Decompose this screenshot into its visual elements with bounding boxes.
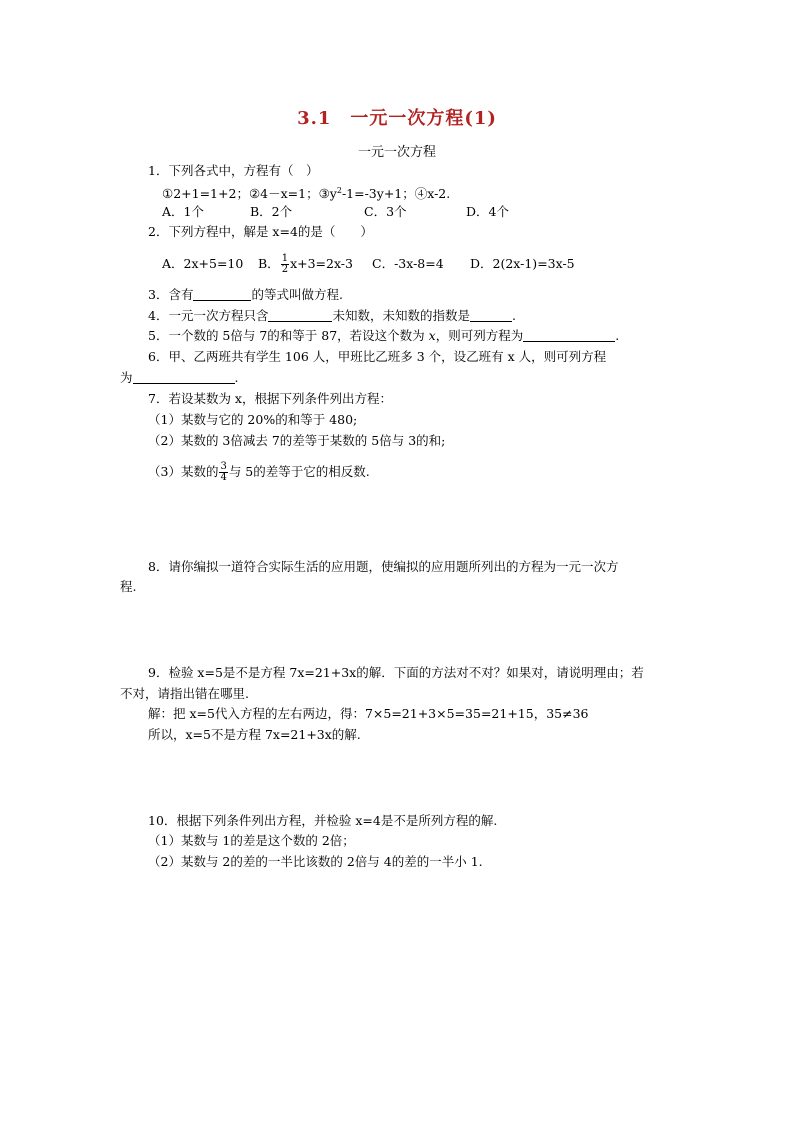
q5-before: 5．一个数的 5倍与 7的和等于 87，若设这个数为 — [148, 328, 429, 343]
q2-option-b-numerator: 1 — [281, 253, 289, 264]
q4-blank-2[interactable] — [470, 308, 512, 322]
q10-stem: 10．根据下列条件列出方程，并检验 x=4是不是所列方程的解. — [148, 813, 498, 828]
q2-option-b-denominator: 2 — [281, 264, 289, 275]
q9-solution-line1: 解：把 x=5代入方程的左右两边，得：7×5=21+3×5=35=21+15，35≠36 — [148, 706, 589, 721]
q3-after: 的等式叫做方程. — [251, 287, 343, 302]
q7-sub3-denominator: 4 — [220, 472, 227, 483]
q7-sub1: （1）某数与它的 20%的和等于 480; — [148, 412, 358, 427]
q5-after: ，则可列方程为 — [435, 328, 524, 343]
q1-option-d: D．4个 — [466, 204, 509, 219]
q6-line1: 6．甲、乙两班共有学生 106 人，甲班比乙班多 3 个，设乙班有 x 人，则可列方程 — [148, 349, 607, 364]
q9-solution-line2: 所以，x=5不是方程 7x=21+3x的解. — [148, 727, 361, 742]
q6-line2-after: . — [234, 370, 239, 385]
q3-blank[interactable] — [193, 287, 251, 301]
q2-option-b — [258, 246, 353, 282]
q7-sub3 — [148, 454, 370, 490]
q7-sub3-fraction — [219, 462, 227, 483]
q1-items-b: -1=-3y+1；④x-2. — [341, 186, 451, 202]
q10-sub1: （1）某数与 1的差是这个数的 2倍； — [148, 833, 355, 848]
page-title: 3.1 一元一次方程(1) — [297, 108, 497, 129]
q10-sub2: （2）某数与 2的差的一半比该数的 2倍与 4的差的一半小 1. — [148, 854, 483, 869]
q2-option-b-label: B． — [258, 256, 280, 271]
q6-line2-before: 为 — [120, 370, 133, 385]
q7-sub3-after: 与 5的差等于它的相反数. — [228, 464, 370, 479]
q9-line2: 不对，请指出错在哪里. — [120, 686, 249, 701]
q1-items — [162, 183, 450, 202]
q7-sub2: （2）某数的 3倍减去 7的差等于某数的 5倍与 3的和; — [148, 433, 446, 448]
q7-stem: 7．若设某数为 x，根据下列条件列出方程： — [148, 391, 392, 406]
q4-before: 4．一元一次方程只含 — [148, 308, 269, 323]
q7-sub3-before: （3）某数的 — [148, 464, 219, 479]
q2-stem: 2．下列方程中，解是 x=4的是（ ） — [148, 224, 373, 239]
q2-option-a: A．2x+5=10 — [162, 256, 244, 271]
q8-line2: 程. — [120, 579, 137, 594]
q4-blank-1[interactable] — [268, 308, 332, 322]
q7-sub3-numerator: 3 — [220, 461, 227, 472]
q5-blank[interactable] — [523, 328, 615, 342]
q2-option-b-fraction — [281, 254, 289, 275]
q1-stem: 1．下列各式中，方程有（ ） — [148, 163, 319, 178]
q4-middle: 未知数，未知数的指数是 — [332, 308, 470, 323]
q1-items-sup: 2 — [336, 186, 342, 195]
q1-option-c: C．3个 — [364, 204, 407, 219]
q5-variable: x — [428, 328, 436, 343]
q4-text — [148, 308, 516, 324]
q6-blank[interactable] — [133, 370, 235, 384]
q2-option-b-rest: x+3=2x-3 — [290, 256, 353, 271]
q2-option-d: D．2(2x-1)=3x-5 — [470, 256, 575, 271]
q5-end: . — [615, 328, 620, 343]
q9-line1: 9．检验 x=5是不是方程 7x=21+3x的解．下面的方法对不对？如果对，请说明理由；若 — [148, 665, 644, 680]
q8-line1: 8．请你编拟一道符合实际生活的应用题，使编拟的应用题所列出的方程为一元一次方 — [148, 559, 619, 574]
q6-line2 — [120, 370, 239, 386]
q1-option-b: B．2个 — [250, 204, 293, 219]
q1-items-a: ①2+1=1+2；②4－x=1；③y — [162, 186, 337, 202]
q3-before: 3．含有 — [148, 287, 194, 302]
q1-option-a: A．1个 — [162, 204, 204, 219]
q4-after: . — [511, 308, 516, 323]
q2-option-c: C．-3x-8=4 — [372, 256, 444, 271]
q3-text — [148, 287, 343, 303]
q5-text — [148, 328, 619, 344]
section-subtitle: 一元一次方程 — [357, 145, 436, 160]
